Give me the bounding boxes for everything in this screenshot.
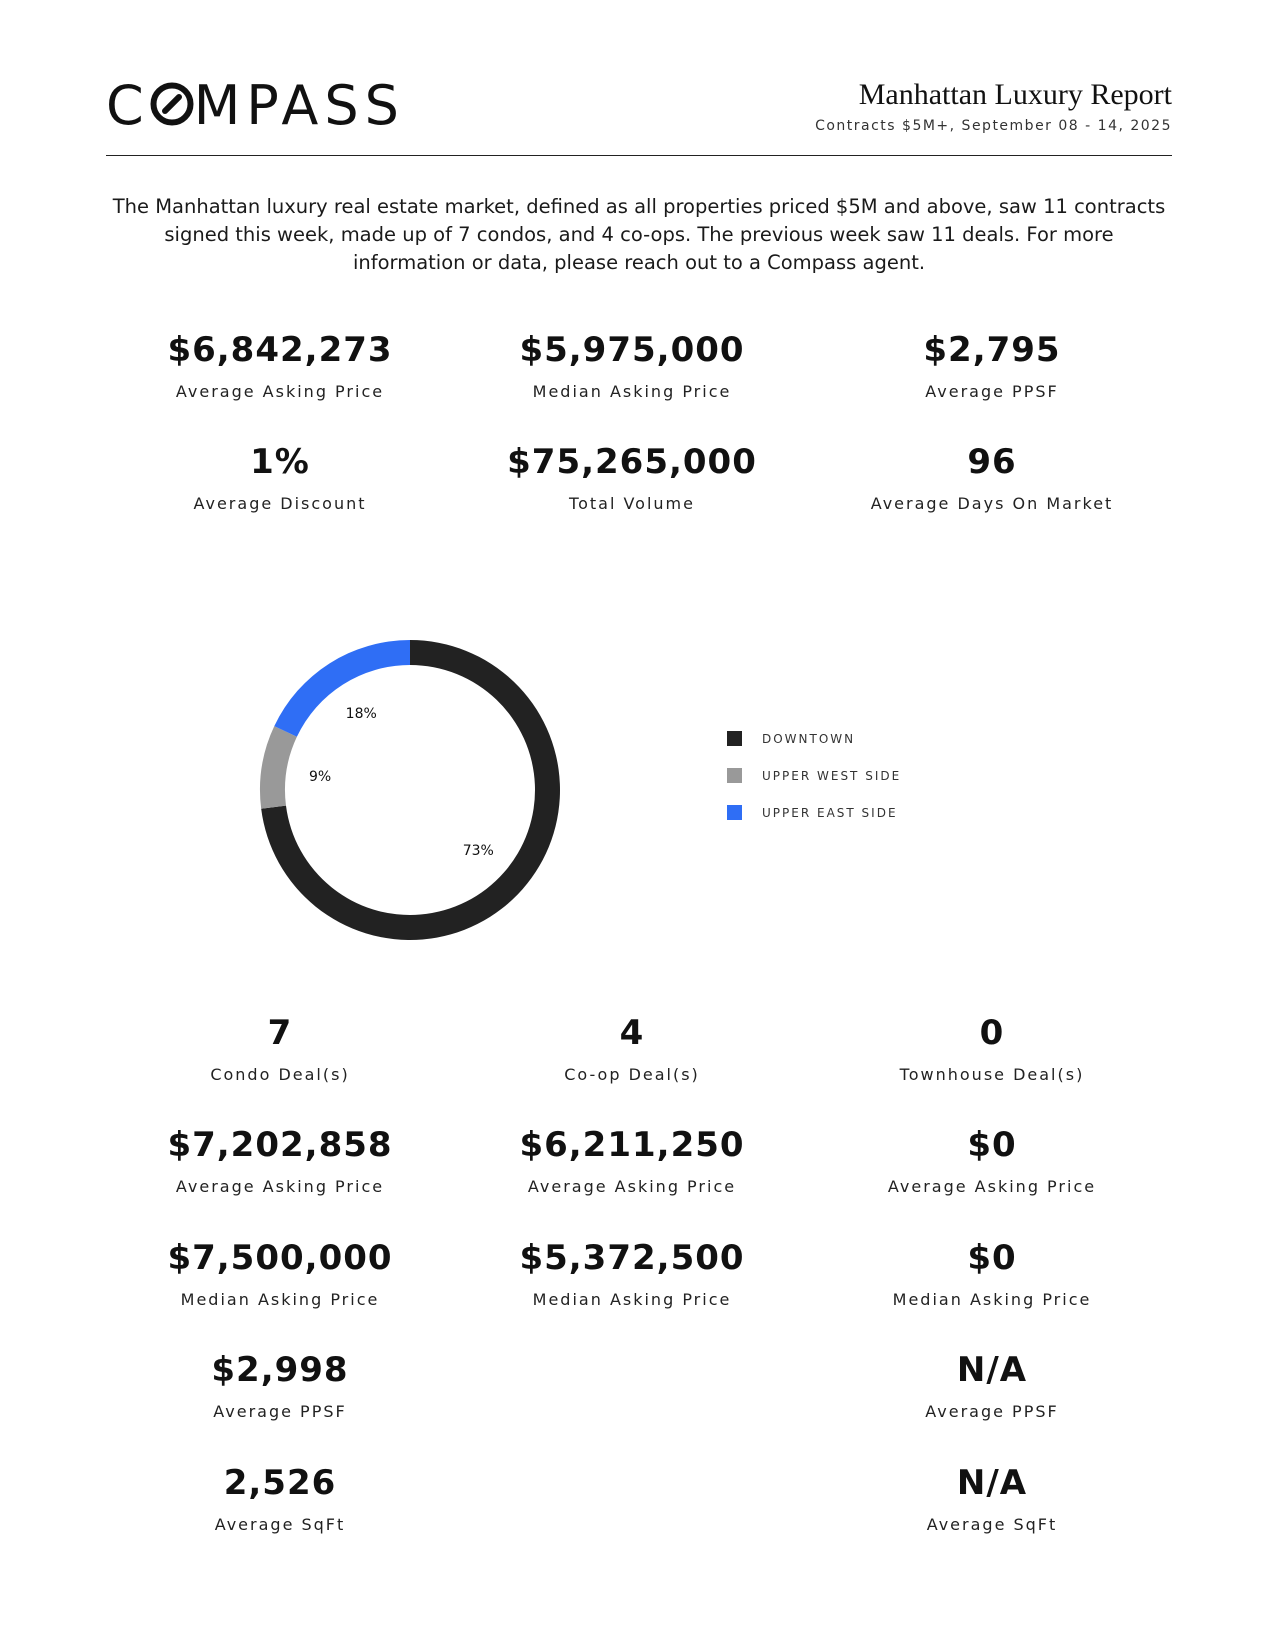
stat-value: 96 (967, 442, 1017, 482)
compass-logo: C MPASS (106, 74, 405, 137)
condo-median-asking-price (100, 1238, 460, 1310)
stat-label: Average Asking Price (175, 382, 385, 401)
legend-item (727, 757, 901, 794)
condo-deal-count (100, 1013, 460, 1085)
donut-slice-label: 9% (309, 768, 332, 785)
stat-value: $2,998 (211, 1350, 349, 1390)
stat-value: $75,265,000 (507, 442, 757, 482)
stat-average-ppsf (812, 330, 1172, 402)
townhouse-average-sqft (812, 1463, 1172, 1535)
coop-average-asking-price (452, 1125, 812, 1197)
legend-item (727, 794, 901, 831)
stat-label: Median Asking Price (892, 1290, 1092, 1309)
neighborhood-donut-chart (240, 620, 580, 960)
townhouse-average-asking-price (812, 1125, 1172, 1197)
donut-slice-label: 18% (345, 706, 377, 723)
condo-average-asking-price (100, 1125, 460, 1197)
stat-value: $0 (967, 1125, 1017, 1165)
stat-average-discount (100, 442, 460, 514)
stat-value: $6,211,250 (519, 1125, 745, 1165)
donut-slice-label: 73% (462, 843, 494, 860)
stat-label: Townhouse Deal(s) (899, 1065, 1085, 1084)
stat-value: $0 (967, 1238, 1017, 1278)
stat-value: 7 (267, 1013, 293, 1053)
chart-legend (727, 720, 901, 831)
townhouse-deal-count (812, 1013, 1172, 1085)
townhouse-median-asking-price (812, 1238, 1172, 1310)
stat-label: Average SqFt (214, 1515, 346, 1534)
stat-label: Average PPSF (925, 382, 1059, 401)
stat-label: Average Days On Market (870, 494, 1114, 513)
stat-median-asking-price (452, 330, 812, 402)
stat-average-asking-price (100, 330, 460, 402)
legend-swatch (727, 805, 742, 820)
townhouse-average-ppsf (812, 1350, 1172, 1422)
legend-swatch (727, 768, 742, 783)
stat-label: Median Asking Price (532, 382, 732, 401)
stat-value: $5,975,000 (519, 330, 745, 370)
stat-value: 4 (619, 1013, 645, 1053)
condo-average-ppsf (100, 1350, 460, 1422)
stat-label: Median Asking Price (180, 1290, 380, 1309)
stat-value: $7,202,858 (167, 1125, 393, 1165)
stat-label: Average PPSF (213, 1402, 347, 1421)
stat-value: $6,842,273 (167, 330, 393, 370)
stat-label: Average Asking Price (527, 1177, 737, 1196)
stat-total-volume (452, 442, 812, 514)
legend-label: UPPER EAST SIDE (762, 805, 898, 820)
stat-value: 0 (979, 1013, 1005, 1053)
report-subtitle: Contracts $5M+, September 08 - 14, 2025 (815, 118, 1172, 134)
stat-label: Total Volume (569, 494, 695, 513)
coop-median-asking-price (452, 1238, 812, 1310)
header-divider (106, 155, 1172, 156)
legend-swatch (727, 731, 742, 746)
stat-value: 2,526 (223, 1463, 337, 1503)
legend-label: DOWNTOWN (762, 731, 856, 746)
stat-value: $5,372,500 (519, 1238, 745, 1278)
stat-label: Average PPSF (925, 1402, 1059, 1421)
stat-label: Median Asking Price (532, 1290, 732, 1309)
stat-value: $7,500,000 (167, 1238, 393, 1278)
donut-slice-upper-west-side (260, 726, 297, 809)
coop-deal-count (452, 1013, 812, 1085)
stat-value: N/A (956, 1350, 1028, 1390)
report-header (106, 70, 1172, 156)
legend-label: UPPER WEST SIDE (762, 768, 902, 783)
stat-label: Co-op Deal(s) (564, 1065, 700, 1084)
stat-label: Average Discount (193, 494, 367, 513)
stat-label: Average SqFt (926, 1515, 1058, 1534)
condo-average-sqft (100, 1463, 460, 1535)
legend-item (727, 720, 901, 757)
stat-label: Average Asking Price (175, 1177, 385, 1196)
stat-value: N/A (956, 1463, 1028, 1503)
stat-label: Average Asking Price (887, 1177, 1097, 1196)
report-title: Manhattan Luxury Report (858, 78, 1172, 111)
stat-value: $2,795 (923, 330, 1061, 370)
stat-label: Condo Deal(s) (210, 1065, 350, 1084)
stat-average-days-on-market (812, 442, 1172, 514)
compass-logo-o-icon (150, 82, 194, 126)
intro-paragraph: The Manhattan luxury real estate market, defined as all properties priced $5M and above, saw 11 contracts signed this week, made up of 7 condos, and 4 co-ops. The previous week saw 11 deals. For more information or data, please reach out to a Compass agent. (112, 195, 1166, 274)
donut-slice-upper-east-side (274, 640, 410, 737)
stat-value: 1% (250, 442, 310, 482)
